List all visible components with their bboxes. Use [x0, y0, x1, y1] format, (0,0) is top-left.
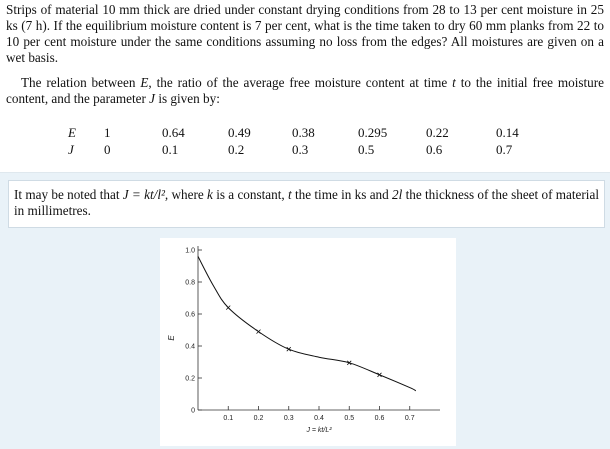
y-tick-label: 0 [191, 407, 195, 415]
y-axis-label: E [167, 335, 176, 341]
series-line [198, 256, 416, 390]
table-cell: 0.22 [426, 124, 449, 140]
relation-statement: The relation between E, the ratio of the average free moisture content at time t to the initial free moisture content, and the parameter J is given by: [6, 75, 604, 106]
data-point [287, 347, 291, 351]
row-label-E: E [68, 124, 76, 140]
table-cell: 0.38 [292, 124, 315, 140]
table-cell: 0.295 [358, 124, 388, 140]
x-tick-label: 0.3 [283, 415, 294, 422]
table-row-J [68, 141, 536, 158]
problem-statement: Strips of material 10 mm thick are dried under constant drying conditions from 28 to 13 per cent moisture in 25 ks (7 h). If the equilibrium moisture content is 7 per cent, what is the time taken to dry 60 mm planks from 22 to 10 per cent moisture under the same conditions assuming no loss from the edges? All moistures are given on a wet basis. [6, 2, 604, 65]
x-axis-label: J = kt/L² [306, 427, 332, 434]
x-tick-label: 0.5 [344, 415, 355, 422]
x-tick-label: 0.2 [253, 415, 264, 422]
table-cell: 0.7 [496, 141, 513, 157]
table-cell: 0.6 [426, 141, 443, 157]
y-tick-label: 0.2 [185, 375, 195, 383]
note-text: It may be noted that J = kt/l², where k is a constant, t the time in ks and 2l the thickness of the sheet of material in millimetres. [14, 187, 599, 218]
y-tick-label: 0.6 [185, 311, 195, 319]
x-tick-label: 0.1 [223, 415, 234, 422]
y-tick-label: 0.8 [185, 279, 195, 287]
table-row-E [68, 124, 536, 141]
x-tick-label: 0.6 [374, 415, 385, 422]
table-cell: 0.64 [162, 124, 185, 140]
y-tick-label: 1.0 [185, 247, 195, 255]
table-cell: 0.5 [358, 141, 375, 157]
table-cell: 0.14 [496, 124, 519, 140]
chart-svg [160, 238, 456, 446]
table-cell: 0.49 [228, 124, 251, 140]
data-point [378, 373, 382, 377]
data-table [68, 124, 536, 158]
data-point [257, 330, 261, 334]
table-cell: 1 [104, 124, 111, 140]
table-cell: 0.3 [292, 141, 309, 157]
row-label-J: J [68, 141, 74, 157]
problem-panel [0, 0, 610, 173]
y-tick-label: 0.4 [185, 343, 195, 351]
x-tick-label: 0.7 [404, 415, 415, 422]
table-cell: 0.2 [228, 141, 245, 157]
table-cell: 0.1 [162, 141, 179, 157]
x-tick-label: 0.4 [314, 415, 324, 422]
table-cell: 0 [104, 141, 111, 157]
data-point [226, 306, 230, 310]
chart [160, 238, 456, 446]
